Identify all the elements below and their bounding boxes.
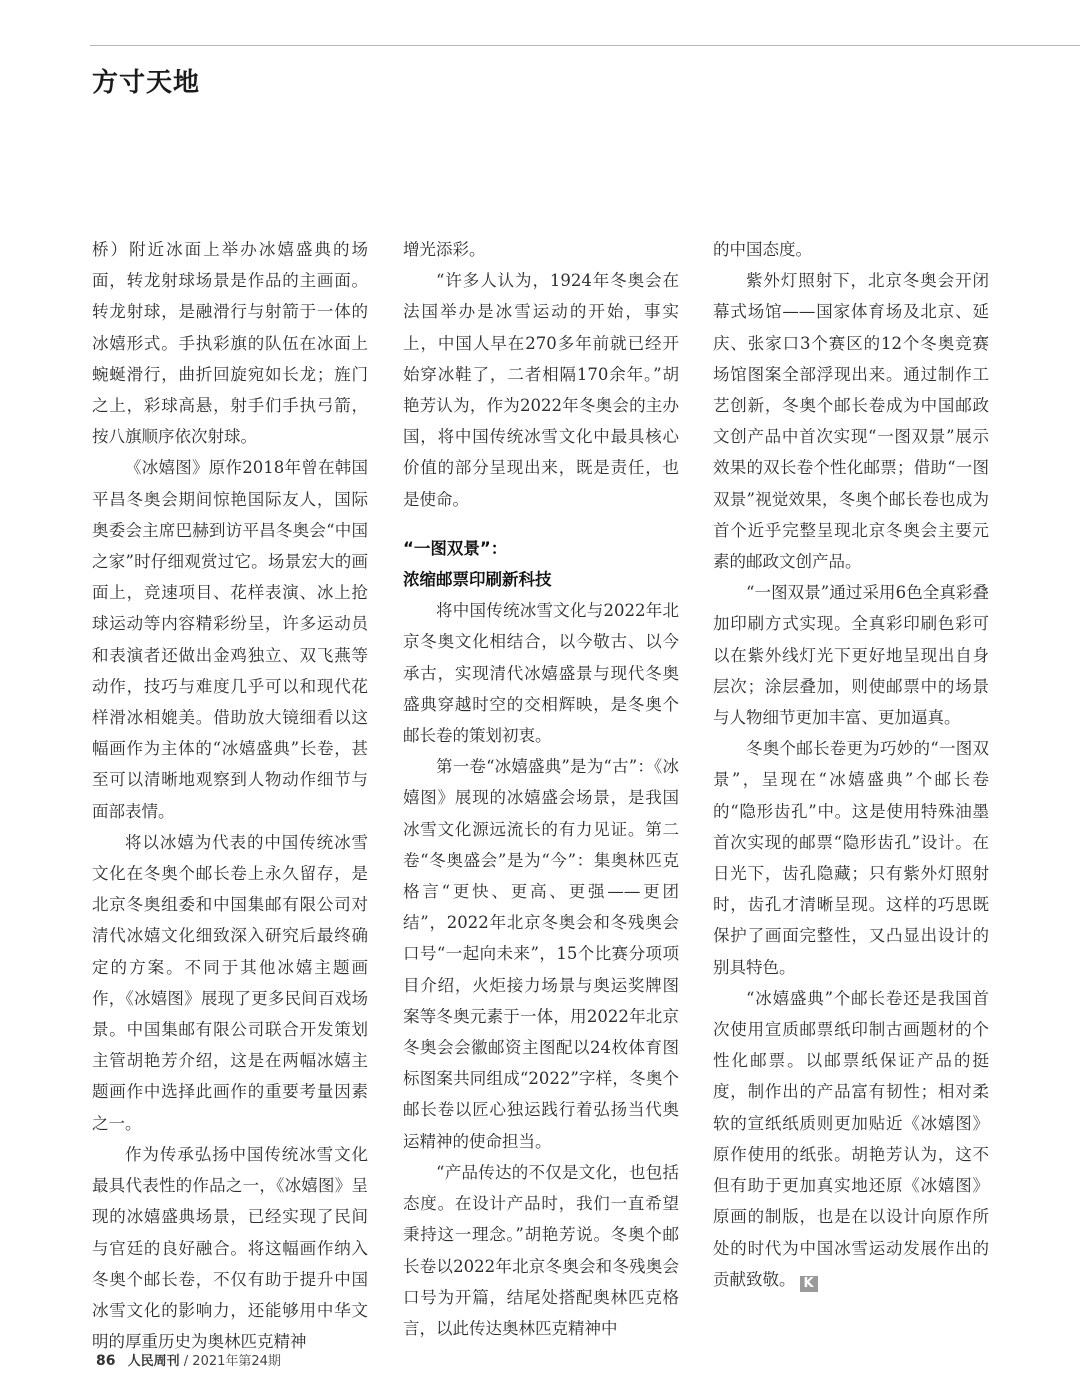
page-number: 86 — [96, 1353, 116, 1369]
subheading-line-1: “一图双景”： — [403, 538, 508, 558]
paragraph: 《冰嬉图》原作2018年曾在韩国平昌冬奥会期间惊艳国际友人，国际奥委会主席巴赫到访平昌冬奥会“中国之家”时仔细观赏过它。场景宏大的画面上，竞速项目、花样表演、冰上抢球运动等内容精彩纷呈，许多运动员和表演者还做出金鸡独立、双飞燕等动作，技巧与难度几乎可以和现代花样滑冰相媲美。借助放大镜细看以这幅画作为主体的“冰嬉盛典”长卷，甚至可以清晰地观察到人物动作细节与面部表情。 — [92, 458, 368, 821]
paragraph: 第一卷“冰嬉盛典”是为“古”：《冰嬉图》展现的冰嬉盛会场景，是我国冰雪文化源远流长的有力见证。第二卷“冬奥盛会”是为“今”：集奥林匹克格言“更快、更高、更强——更团结”，2022年北京冬奥会和冬残奥会口号“一起向未来”，15个比赛分项项目介绍，火炬接力场景与奥运奖牌图案等冬奥元素于一体，用2022年北京冬奥会会徽邮资主图配以24枚体育图标图案共同组成“2022”字样，冬奥个邮长卷以匠心独运践行着弘扬当代奥运精神的使命担当。 — [403, 757, 679, 1151]
paragraph: 作为传承弘扬中国传统冰雪文化最具代表性的作品之一，《冰嬉图》呈现的冰嬉盛典场景，已经实现了民间与官廷的良好融合。将这幅画作纳入冬奥个邮长卷，不仅有助于提升中国冰雪文化的影响力，还能够用中华文明的厚重历史为奥林匹克精神 — [92, 1144, 368, 1352]
paragraph-text: “冰嬉盛典”个邮长卷还是我国首次使用宣质邮票纸印制古画题材的个性化邮票。以邮票纸保证产品的挺度，制作出的产品富有韧性；相对柔软的宣纸纸质则更加贴近《冰嬉图》原作使用的纸张。胡艳芳认为，这不但有助于更加真实地还原《冰嬉图》原画的制版，也是在以设计向原作所处的时代为中国冰雪运动发展作出的贡献致敬。 — [713, 988, 989, 1289]
paragraph: 紫外灯照射下，北京冬奥会开闭幕式场馆——国家体育场及北京、延庆、张家口3个赛区的12个冬奥竞赛场馆图案全部浮现出来。通过制作工艺创新，冬奥个邮长卷成为中国邮政文创产品中首次实现“一图双景”展示效果的双长卷个性化邮票；借助“一图双景”视觉效果，冬奥个邮长卷也成为首个近乎完整呈现北京冬奥会主要元素的邮政文创产品。 — [713, 271, 989, 572]
paragraph: “许多人认为，1924年冬奥会在法国举办是冰雪运动的开始，事实上，中国人早在270多年前就已经开始穿冰鞋了，二者相隔170余年。”胡艳芳认为，作为2022年冬奥会的主办国，将中国传统冰雪文化中最具核心价值的部分呈现出来，既是责任，也是使命。 — [403, 271, 679, 509]
subheading-line-2: 浓缩邮票印刷新科技 — [403, 570, 552, 590]
paragraph: 增光添彩。 — [403, 240, 486, 259]
subheading — [403, 533, 679, 595]
paragraph: “产品传达的不仅是文化，也包括态度。在设计产品时，我们一直希望秉持这一理念。”胡艳芳说。冬奥个邮长卷以2022年北京冬奥会和冬残奥会口号为开篇，结尾处搭配奥林匹克格言，以此传达奥林匹克精神中 — [403, 1162, 679, 1338]
end-mark-icon: K — [800, 1276, 818, 1292]
paragraph — [713, 983, 989, 1295]
paragraph: “一图双景”通过采用6色全真彩叠加印刷方式实现。全真彩印刷色彩可以在紫外线灯光下更好地呈现出自身层次；涂层叠加，则使邮票中的场景与人物细节更加丰富、更加逼真。 — [713, 583, 989, 728]
paragraph: 冬奥个邮长卷更为巧妙的“一图双景”，呈现在“冰嬉盛典”个邮长卷的“隐形齿孔”中。这是使用特殊油墨首次实现的邮票“隐形齿孔”设计。在日光下，齿孔隐藏；只有紫外灯照射时，齿孔才清晰呈现。这样的巧思既保护了画面完整性，又凸显出设计的别具特色。 — [713, 739, 989, 977]
paragraph: 将中国传统冰雪文化与2022年北京冬奥文化相结合，以今敬古、以今承古，实现清代冰嬉盛景与现代冬奥盛典穿越时空的交相辉映，是冬奥个邮长卷的策划初衷。 — [403, 601, 679, 746]
header-rule — [90, 45, 1080, 46]
issue-label: / 2021年第24期 — [183, 1354, 281, 1369]
page-footer — [96, 1350, 281, 1369]
article-column-3 — [713, 234, 989, 1295]
paragraph: 桥）附近冰面上举办冰嬉盛典的场面，转龙射球场景是作品的主画面。转龙射球，是融滑行与射箭于一体的冰嬉形式。手执彩旗的队伍在冰面上蜿蜒滑行，曲折回旋宛如长龙；旌门之上，彩球高悬，射手们手执弓箭，按八旗顺序依次射球。 — [92, 240, 368, 447]
article-column-2 — [403, 234, 679, 1344]
paragraph: 将以冰嬉为代表的中国传统冰雪文化在冬奥个邮长卷上永久留存，是北京冬奥组委和中国集邮有限公司对清代冰嬉文化细致深入研究后最终确定的方案。不同于其他冰嬉主题画作，《冰嬉图》展现了更多民间百戏场景。中国集邮有限公司联合开发策划主管胡艳芳介绍，这是在两幅冰嬉主题画作中选择此画作的重要考量因素之一。 — [92, 832, 368, 1133]
paragraph: 的中国态度。 — [713, 240, 812, 259]
article-column-1 — [92, 234, 368, 1357]
magazine-name: 人民周刊 — [127, 1354, 180, 1369]
section-title: 方寸天地 — [92, 68, 201, 98]
